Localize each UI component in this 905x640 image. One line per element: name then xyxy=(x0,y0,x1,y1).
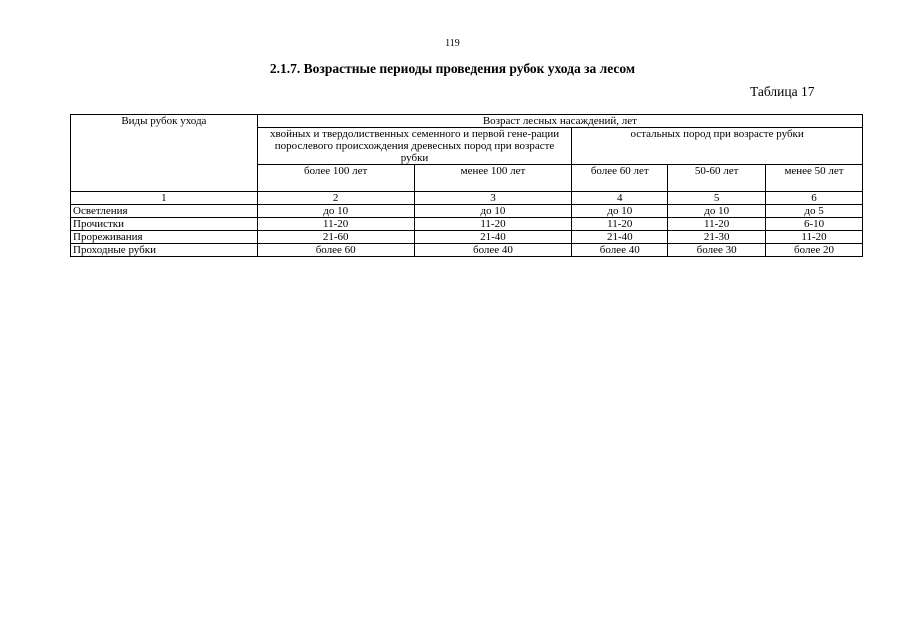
table-label: Таблица 17 xyxy=(750,84,815,99)
table-cell: 11-20 xyxy=(572,218,668,231)
table-cell: до 5 xyxy=(766,205,863,218)
sub-col-header: более 100 лет xyxy=(257,165,414,192)
table-cell: до 10 xyxy=(257,205,414,218)
column-number: 6 xyxy=(766,192,863,205)
table-cell: до 10 xyxy=(414,205,572,218)
table-cell: более 40 xyxy=(572,244,668,257)
column-number: 1 xyxy=(71,192,258,205)
logging-age-table xyxy=(70,114,863,257)
table-cell: более 20 xyxy=(766,244,863,257)
table-cell: более 60 xyxy=(257,244,414,257)
column-number-row xyxy=(71,192,863,205)
table-cell: 21-40 xyxy=(572,231,668,244)
sub-col-header: менее 50 лет xyxy=(766,165,863,192)
header-age: Возраст лесных насаждений, лет xyxy=(257,115,862,128)
table-cell: 21-40 xyxy=(414,231,572,244)
table-cell: 11-20 xyxy=(668,218,766,231)
table-cell: 21-60 xyxy=(257,231,414,244)
table-cell: до 10 xyxy=(572,205,668,218)
column-number: 3 xyxy=(414,192,572,205)
row-label: Прочистки xyxy=(71,218,258,231)
sub-col-header: менее 100 лет xyxy=(414,165,572,192)
column-number: 4 xyxy=(572,192,668,205)
table-cell: более 30 xyxy=(668,244,766,257)
header-group-conifer: хвойных и твердолиственных семенного и первой гене-рации порослевого происхождения древесных пород при возрасте рубки xyxy=(257,128,572,165)
column-number: 5 xyxy=(668,192,766,205)
table-cell: 11-20 xyxy=(414,218,572,231)
table-cell: до 10 xyxy=(668,205,766,218)
sub-col-header: более 60 лет xyxy=(572,165,668,192)
table-row xyxy=(71,231,863,244)
table-row xyxy=(71,244,863,257)
table-cell: более 40 xyxy=(414,244,572,257)
page-number: 119 xyxy=(445,38,460,49)
table-row xyxy=(71,218,863,231)
table-cell: 11-20 xyxy=(257,218,414,231)
section-title: 2.1.7. Возрастные периоды проведения рубок ухода за лесом xyxy=(269,61,636,76)
header-group-other: остальных пород при возрасте рубки xyxy=(572,128,863,165)
table-row xyxy=(71,205,863,218)
column-number: 2 xyxy=(257,192,414,205)
row-label: Проходные рубки xyxy=(71,244,258,257)
header-kinds: Виды рубок ухода xyxy=(71,115,258,192)
table-cell: 6-10 xyxy=(766,218,863,231)
table-cell: 21-30 xyxy=(668,231,766,244)
row-label: Прореживания xyxy=(71,231,258,244)
header-row-1 xyxy=(71,115,863,128)
table-cell: 11-20 xyxy=(766,231,863,244)
sub-col-header: 50-60 лет xyxy=(668,165,766,192)
row-label: Осветления xyxy=(71,205,258,218)
